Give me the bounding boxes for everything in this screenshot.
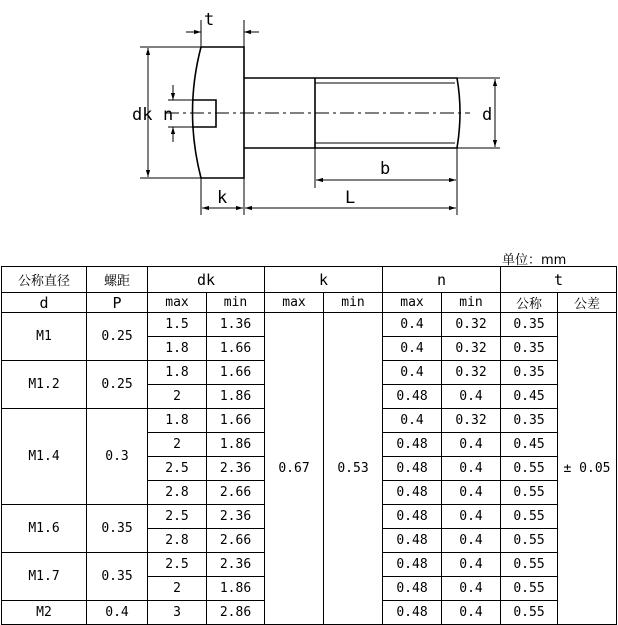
- dim-label-t: t: [204, 10, 215, 30]
- cell-n-max: 0.48: [383, 601, 442, 625]
- dim-label-L: L: [345, 188, 356, 208]
- cell-dk-min: 2.66: [207, 529, 265, 553]
- cell-n-max: 0.4: [383, 361, 442, 385]
- cell-t-nominal: 0.55: [501, 505, 558, 529]
- cell-nominal-diameter: M1.7: [2, 553, 87, 601]
- cell-dk-max: 1.8: [148, 337, 207, 361]
- cell-dk-min: 1.66: [207, 409, 265, 433]
- dim-label-b: b: [380, 159, 391, 179]
- cell-dk-max: 2.5: [148, 553, 207, 577]
- cell-pitch: 0.35: [87, 505, 148, 553]
- cell-t-nominal: 0.55: [501, 529, 558, 553]
- cell-n-min: 0.32: [442, 313, 501, 337]
- cell-n-min: 0.32: [442, 409, 501, 433]
- spec-table: [1, 266, 617, 625]
- cell-n-max: 0.4: [383, 409, 442, 433]
- cell-dk-max: 3: [148, 601, 207, 625]
- cell-dk-max: 2.5: [148, 457, 207, 481]
- cell-t-tolerance: ± 0.05: [558, 313, 617, 625]
- cell-dk-min: 2.36: [207, 553, 265, 577]
- cell-n-min: 0.4: [442, 457, 501, 481]
- cell-dk-min: 1.86: [207, 385, 265, 409]
- cell-dk-max: 2.5: [148, 505, 207, 529]
- cell-nominal-diameter: M1: [2, 313, 87, 361]
- header-t: t: [501, 267, 617, 293]
- header-k: k: [265, 267, 383, 293]
- cell-pitch: 0.4: [87, 601, 148, 625]
- header-n: n: [383, 267, 501, 293]
- cell-n-min: 0.32: [442, 361, 501, 385]
- cell-dk-min: 2.36: [207, 505, 265, 529]
- cell-dk-min: 1.36: [207, 313, 265, 337]
- dim-label-k: k: [217, 188, 228, 208]
- cell-dk-min: 2.36: [207, 457, 265, 481]
- cell-n-min: 0.4: [442, 505, 501, 529]
- header-t-nominal: 公称: [501, 293, 558, 313]
- cell-dk-min: 2.86: [207, 601, 265, 625]
- cell-dk-max: 2: [148, 433, 207, 457]
- cell-n-min: 0.4: [442, 529, 501, 553]
- cell-pitch: 0.35: [87, 553, 148, 601]
- cell-t-nominal: 0.45: [501, 433, 558, 457]
- cell-nominal-diameter: M1.4: [2, 409, 87, 505]
- header-nominal-diameter: 公称直径: [2, 267, 87, 293]
- cell-pitch: 0.25: [87, 313, 148, 361]
- cell-n-max: 0.48: [383, 481, 442, 505]
- cell-n-min: 0.4: [442, 553, 501, 577]
- cell-dk-max: 1.8: [148, 409, 207, 433]
- cell-n-min: 0.4: [442, 577, 501, 601]
- cell-nominal-diameter: M1.6: [2, 505, 87, 553]
- cell-pitch: 0.25: [87, 361, 148, 409]
- header-n-min: min: [442, 293, 501, 313]
- cell-t-nominal: 0.35: [501, 313, 558, 337]
- cell-n-max: 0.4: [383, 337, 442, 361]
- header-row-1: [2, 267, 617, 293]
- header-dk-max: max: [148, 293, 207, 313]
- cell-n-max: 0.48: [383, 433, 442, 457]
- cell-t-nominal: 0.55: [501, 481, 558, 505]
- cell-n-min: 0.4: [442, 433, 501, 457]
- cell-n-max: 0.48: [383, 553, 442, 577]
- cell-n-max: 0.48: [383, 577, 442, 601]
- header-n-max: max: [383, 293, 442, 313]
- dim-label-n: n: [163, 105, 174, 125]
- cell-dk-min: 1.86: [207, 577, 265, 601]
- cell-n-min: 0.4: [442, 601, 501, 625]
- header-k-max: max: [265, 293, 324, 313]
- table-row: [2, 313, 617, 337]
- header-p-symbol: P: [87, 293, 148, 313]
- cell-dk-max: 1.5: [148, 313, 207, 337]
- cell-n-min: 0.4: [442, 385, 501, 409]
- cell-t-nominal: 0.55: [501, 457, 558, 481]
- cell-dk-max: 1.8: [148, 361, 207, 385]
- header-pitch: 螺距: [87, 267, 148, 293]
- header-k-min: min: [324, 293, 383, 313]
- cell-t-nominal: 0.45: [501, 385, 558, 409]
- dim-label-dk: dk: [132, 105, 153, 125]
- header-dk: dk: [148, 267, 265, 293]
- cell-n-max: 0.4: [383, 313, 442, 337]
- cell-dk-max: 2.8: [148, 481, 207, 505]
- cell-nominal-diameter: M1.2: [2, 361, 87, 409]
- cell-n-max: 0.48: [383, 385, 442, 409]
- cell-n-min: 0.32: [442, 337, 501, 361]
- cell-dk-min: 1.66: [207, 361, 265, 385]
- cell-n-max: 0.48: [383, 457, 442, 481]
- header-dk-min: min: [207, 293, 265, 313]
- header-d-symbol: d: [2, 293, 87, 313]
- cell-dk-min: 1.86: [207, 433, 265, 457]
- cell-pitch: 0.3: [87, 409, 148, 505]
- cell-dk-min: 1.66: [207, 337, 265, 361]
- cell-t-nominal: 0.55: [501, 601, 558, 625]
- unit-label: 单位：mm: [502, 253, 567, 268]
- cell-n-min: 0.4: [442, 481, 501, 505]
- cell-k-min: 0.53: [324, 313, 383, 625]
- cell-dk-max: 2: [148, 577, 207, 601]
- cell-t-nominal: 0.35: [501, 409, 558, 433]
- cell-t-nominal: 0.35: [501, 337, 558, 361]
- screw-drawing: [0, 0, 618, 268]
- cell-n-max: 0.48: [383, 529, 442, 553]
- cell-nominal-diameter: M2: [2, 601, 87, 625]
- cell-t-nominal: 0.55: [501, 553, 558, 577]
- cell-k-max: 0.67: [265, 313, 324, 625]
- dim-label-d: d: [482, 105, 493, 125]
- cell-dk-min: 2.66: [207, 481, 265, 505]
- cell-dk-max: 2: [148, 385, 207, 409]
- cell-n-max: 0.48: [383, 505, 442, 529]
- cell-t-nominal: 0.55: [501, 577, 558, 601]
- cell-dk-max: 2.8: [148, 529, 207, 553]
- cell-t-nominal: 0.35: [501, 361, 558, 385]
- header-t-tolerance: 公差: [558, 293, 617, 313]
